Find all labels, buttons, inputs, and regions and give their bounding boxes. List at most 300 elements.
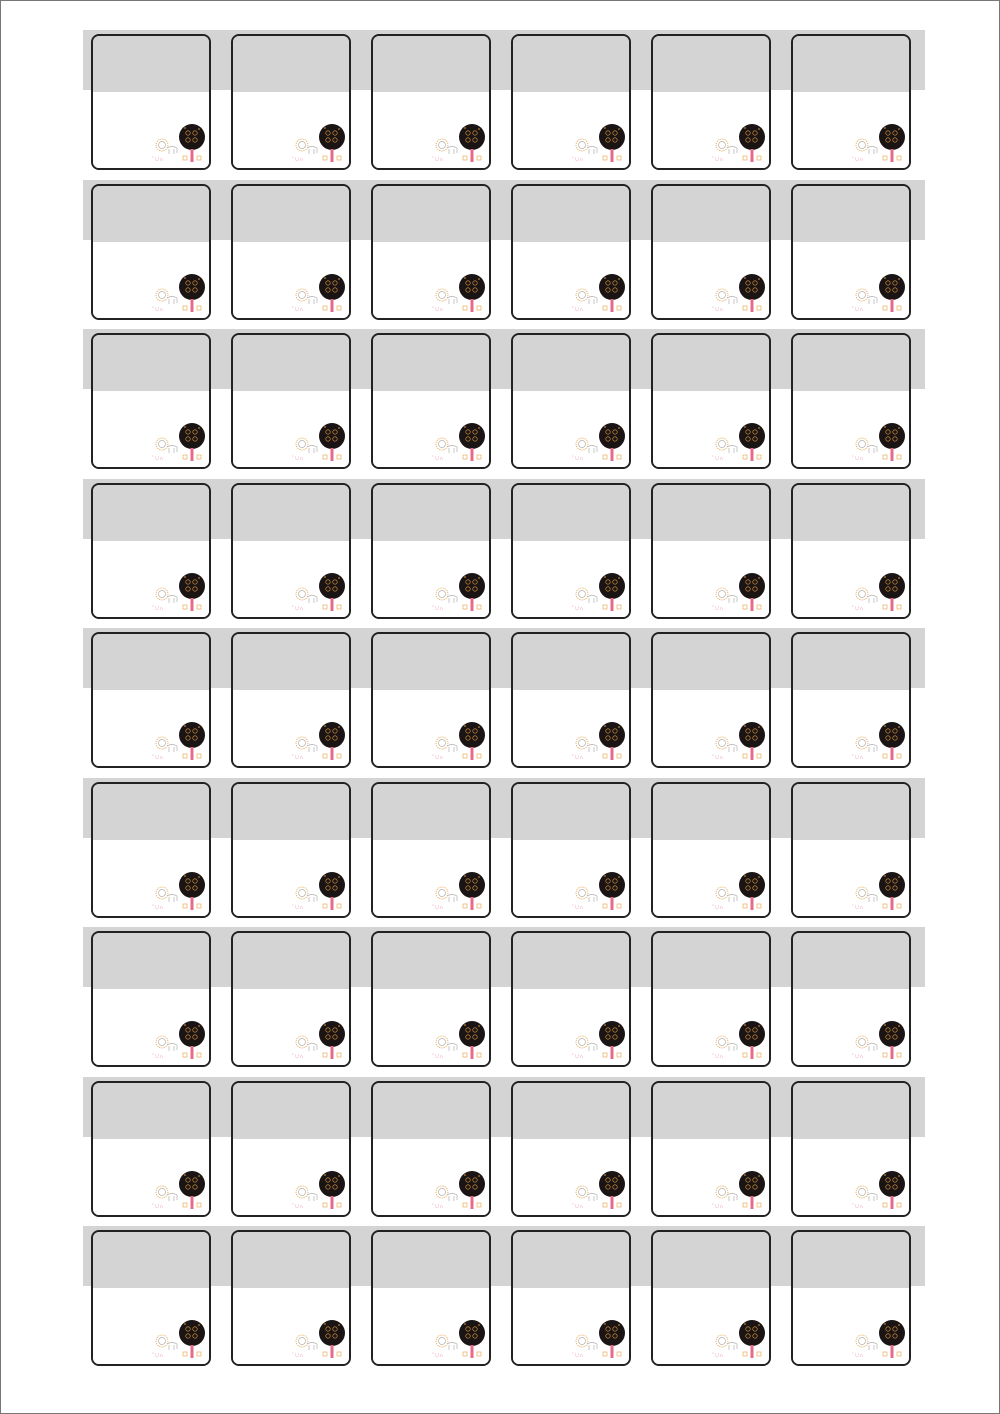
label-cell <box>91 483 211 619</box>
label-cell <box>511 931 631 1067</box>
label-header-area <box>793 485 909 541</box>
lion-icon <box>152 1335 177 1359</box>
tree-icon <box>319 423 345 461</box>
lion-icon <box>432 887 457 911</box>
svg-text:ﾟ∪∩: ﾟ∪∩ <box>852 1353 864 1359</box>
tree-icon <box>599 124 625 162</box>
svg-text:ﾟ∪∩: ﾟ∪∩ <box>572 157 584 163</box>
label-cell <box>511 1230 631 1366</box>
label-cell <box>651 632 771 768</box>
tree-icon <box>319 1171 345 1209</box>
tree-icon <box>599 423 625 461</box>
svg-text:ﾟ∪∩: ﾟ∪∩ <box>712 1353 724 1359</box>
label-header-area <box>233 485 349 541</box>
lion-icon <box>152 588 177 612</box>
tree-icon <box>879 872 905 910</box>
label-cell <box>231 931 351 1067</box>
lion-icon <box>432 737 457 761</box>
tree-icon <box>599 573 625 611</box>
label-cell <box>511 333 631 469</box>
lion-icon <box>152 139 177 163</box>
label-header-area <box>373 36 489 92</box>
label-header-area <box>653 933 769 989</box>
label-cell <box>651 34 771 170</box>
label-cell <box>91 782 211 918</box>
label-logo <box>430 1170 486 1212</box>
tree-icon <box>319 872 345 910</box>
svg-text:ﾟ∪∩: ﾟ∪∩ <box>292 755 304 761</box>
tree-icon <box>879 274 905 312</box>
label-cell <box>791 333 911 469</box>
label-logo <box>710 572 766 614</box>
svg-text:ﾟ∪∩: ﾟ∪∩ <box>712 456 724 462</box>
svg-text:ﾟ∪∩: ﾟ∪∩ <box>712 157 724 163</box>
label-cell <box>231 632 351 768</box>
label-logo <box>850 1170 906 1212</box>
label-cell <box>231 1081 351 1217</box>
label-cell <box>371 931 491 1067</box>
label-header-area <box>233 1232 349 1288</box>
label-header-area <box>373 933 489 989</box>
svg-text:ﾟ∪∩: ﾟ∪∩ <box>572 1204 584 1210</box>
tree-icon <box>879 1021 905 1059</box>
label-logo <box>850 1319 906 1361</box>
label-logo <box>150 422 206 464</box>
tree-icon <box>319 722 345 760</box>
svg-text:ﾟ∪∩: ﾟ∪∩ <box>712 307 724 313</box>
tree-icon <box>459 1021 485 1059</box>
tree-icon <box>879 722 905 760</box>
lion-icon <box>852 588 877 612</box>
svg-text:ﾟ∪∩: ﾟ∪∩ <box>432 606 444 612</box>
label-header-area <box>93 784 209 840</box>
label-cell <box>371 34 491 170</box>
tree-icon <box>879 124 905 162</box>
lion-icon <box>852 438 877 462</box>
lion-icon <box>152 737 177 761</box>
label-logo <box>150 123 206 165</box>
label-logo <box>850 273 906 315</box>
label-cell <box>511 184 631 320</box>
tree-icon <box>319 1320 345 1358</box>
tree-icon <box>599 274 625 312</box>
tree-icon <box>599 1021 625 1059</box>
label-cell <box>791 931 911 1067</box>
svg-text:ﾟ∪∩: ﾟ∪∩ <box>152 905 164 911</box>
tree-icon <box>459 274 485 312</box>
label-cell <box>371 333 491 469</box>
svg-text:ﾟ∪∩: ﾟ∪∩ <box>432 456 444 462</box>
label-header-area <box>373 784 489 840</box>
label-logo <box>850 1020 906 1062</box>
label-header-area <box>653 335 769 391</box>
label-cell <box>91 1230 211 1366</box>
tree-icon <box>319 573 345 611</box>
label-cell <box>651 1081 771 1217</box>
svg-text:ﾟ∪∩: ﾟ∪∩ <box>572 1054 584 1060</box>
svg-text:ﾟ∪∩: ﾟ∪∩ <box>572 1353 584 1359</box>
label-cell <box>371 632 491 768</box>
label-logo <box>290 572 346 614</box>
svg-text:ﾟ∪∩: ﾟ∪∩ <box>152 157 164 163</box>
label-logo <box>150 871 206 913</box>
svg-text:ﾟ∪∩: ﾟ∪∩ <box>432 905 444 911</box>
label-header-area <box>513 335 629 391</box>
lion-icon <box>432 1036 457 1060</box>
svg-text:ﾟ∪∩: ﾟ∪∩ <box>152 307 164 313</box>
label-cell <box>651 333 771 469</box>
label-cell <box>791 632 911 768</box>
lion-icon <box>572 887 597 911</box>
label-logo <box>150 1020 206 1062</box>
tree-icon <box>599 1171 625 1209</box>
label-logo <box>430 871 486 913</box>
lion-icon <box>292 737 317 761</box>
label-cell <box>651 1230 771 1366</box>
svg-text:ﾟ∪∩: ﾟ∪∩ <box>432 307 444 313</box>
lion-icon <box>432 1186 457 1210</box>
label-header-area <box>233 933 349 989</box>
label-cell <box>791 184 911 320</box>
label-cell <box>231 34 351 170</box>
svg-text:ﾟ∪∩: ﾟ∪∩ <box>292 1353 304 1359</box>
label-cell <box>791 782 911 918</box>
label-header-area <box>653 1083 769 1139</box>
label-header-area <box>373 186 489 242</box>
svg-text:ﾟ∪∩: ﾟ∪∩ <box>292 905 304 911</box>
lion-icon <box>712 737 737 761</box>
lion-icon <box>852 887 877 911</box>
tree-icon <box>319 1021 345 1059</box>
label-logo <box>850 871 906 913</box>
label-logo <box>150 1319 206 1361</box>
label-logo <box>710 1170 766 1212</box>
lion-icon <box>712 1036 737 1060</box>
lion-icon <box>152 438 177 462</box>
label-header-area <box>653 784 769 840</box>
label-header-area <box>233 335 349 391</box>
svg-text:ﾟ∪∩: ﾟ∪∩ <box>712 905 724 911</box>
label-logo <box>290 273 346 315</box>
svg-text:ﾟ∪∩: ﾟ∪∩ <box>152 1204 164 1210</box>
tree-icon <box>879 573 905 611</box>
label-cell <box>231 483 351 619</box>
label-cell <box>371 1081 491 1217</box>
label-cell <box>511 1081 631 1217</box>
svg-text:ﾟ∪∩: ﾟ∪∩ <box>292 157 304 163</box>
svg-text:ﾟ∪∩: ﾟ∪∩ <box>152 456 164 462</box>
label-header-area <box>373 335 489 391</box>
label-cell <box>651 184 771 320</box>
label-header-area <box>93 634 209 690</box>
label-logo <box>710 422 766 464</box>
label-cell <box>231 184 351 320</box>
lion-icon <box>152 887 177 911</box>
svg-text:ﾟ∪∩: ﾟ∪∩ <box>432 1054 444 1060</box>
label-header-area <box>653 36 769 92</box>
label-logo <box>570 273 626 315</box>
label-logo <box>430 422 486 464</box>
label-cell <box>371 782 491 918</box>
lion-icon <box>292 1335 317 1359</box>
lion-icon <box>152 289 177 313</box>
lion-icon <box>572 737 597 761</box>
tree-icon <box>179 872 205 910</box>
tree-icon <box>879 1171 905 1209</box>
tree-icon <box>179 1320 205 1358</box>
label-cell <box>651 782 771 918</box>
svg-text:ﾟ∪∩: ﾟ∪∩ <box>852 456 864 462</box>
label-logo <box>430 273 486 315</box>
label-header-area <box>233 36 349 92</box>
lion-icon <box>292 1036 317 1060</box>
svg-text:ﾟ∪∩: ﾟ∪∩ <box>432 1204 444 1210</box>
tree-icon <box>739 124 765 162</box>
lion-icon <box>432 588 457 612</box>
svg-text:ﾟ∪∩: ﾟ∪∩ <box>152 606 164 612</box>
svg-text:ﾟ∪∩: ﾟ∪∩ <box>572 606 584 612</box>
lion-icon <box>432 1335 457 1359</box>
tree-icon <box>459 722 485 760</box>
label-cell <box>91 184 211 320</box>
lion-icon <box>572 1036 597 1060</box>
label-header-area <box>93 186 209 242</box>
svg-text:ﾟ∪∩: ﾟ∪∩ <box>852 1204 864 1210</box>
lion-icon <box>852 289 877 313</box>
label-header-area <box>373 1232 489 1288</box>
lion-icon <box>712 289 737 313</box>
label-cell <box>791 1081 911 1217</box>
label-header-area <box>653 634 769 690</box>
svg-text:ﾟ∪∩: ﾟ∪∩ <box>152 1054 164 1060</box>
label-header-area <box>653 186 769 242</box>
lion-icon <box>152 1186 177 1210</box>
tree-icon <box>739 423 765 461</box>
label-header-area <box>793 186 909 242</box>
svg-text:ﾟ∪∩: ﾟ∪∩ <box>712 606 724 612</box>
lion-icon <box>572 1186 597 1210</box>
svg-text:ﾟ∪∩: ﾟ∪∩ <box>292 307 304 313</box>
label-cell <box>371 184 491 320</box>
label-header-area <box>513 36 629 92</box>
lion-icon <box>292 588 317 612</box>
tree-icon <box>739 872 765 910</box>
tree-icon <box>599 722 625 760</box>
svg-text:ﾟ∪∩: ﾟ∪∩ <box>432 1353 444 1359</box>
label-logo <box>710 1020 766 1062</box>
label-logo <box>290 721 346 763</box>
label-logo <box>150 1170 206 1212</box>
label-header-area <box>793 933 909 989</box>
tree-icon <box>179 274 205 312</box>
label-logo <box>850 721 906 763</box>
svg-text:ﾟ∪∩: ﾟ∪∩ <box>712 1054 724 1060</box>
label-cell <box>231 1230 351 1366</box>
label-logo <box>290 1170 346 1212</box>
label-logo <box>570 1319 626 1361</box>
label-header-area <box>513 485 629 541</box>
svg-text:ﾟ∪∩: ﾟ∪∩ <box>572 307 584 313</box>
label-header-area <box>93 1083 209 1139</box>
label-header-area <box>513 1232 629 1288</box>
label-logo <box>710 1319 766 1361</box>
tree-icon <box>179 722 205 760</box>
tree-icon <box>739 573 765 611</box>
label-header-area <box>93 933 209 989</box>
svg-text:ﾟ∪∩: ﾟ∪∩ <box>432 755 444 761</box>
lion-icon <box>292 289 317 313</box>
svg-text:ﾟ∪∩: ﾟ∪∩ <box>852 606 864 612</box>
label-logo <box>850 572 906 614</box>
tree-icon <box>739 1320 765 1358</box>
svg-text:ﾟ∪∩: ﾟ∪∩ <box>852 1054 864 1060</box>
lion-icon <box>292 1186 317 1210</box>
svg-text:ﾟ∪∩: ﾟ∪∩ <box>152 1353 164 1359</box>
label-header-area <box>93 1232 209 1288</box>
lion-icon <box>292 139 317 163</box>
label-cell <box>91 333 211 469</box>
label-header-area <box>233 634 349 690</box>
label-cell <box>511 34 631 170</box>
svg-text:ﾟ∪∩: ﾟ∪∩ <box>292 606 304 612</box>
label-header-area <box>513 784 629 840</box>
label-header-area <box>793 335 909 391</box>
label-header-area <box>93 485 209 541</box>
label-logo <box>150 721 206 763</box>
lion-icon <box>712 588 737 612</box>
label-header-area <box>793 36 909 92</box>
label-header-area <box>93 335 209 391</box>
tree-icon <box>179 1021 205 1059</box>
label-logo <box>430 572 486 614</box>
label-logo <box>710 871 766 913</box>
label-header-area <box>653 1232 769 1288</box>
label-logo <box>290 1319 346 1361</box>
lion-icon <box>852 737 877 761</box>
label-logo <box>570 572 626 614</box>
lion-icon <box>852 1335 877 1359</box>
svg-text:ﾟ∪∩: ﾟ∪∩ <box>292 456 304 462</box>
label-logo <box>430 1020 486 1062</box>
label-cell <box>791 483 911 619</box>
label-cell <box>371 483 491 619</box>
tree-icon <box>179 423 205 461</box>
label-cell <box>791 34 911 170</box>
label-header-area <box>233 1083 349 1139</box>
tree-icon <box>459 423 485 461</box>
svg-text:ﾟ∪∩: ﾟ∪∩ <box>572 456 584 462</box>
label-header-area <box>373 1083 489 1139</box>
lion-icon <box>292 887 317 911</box>
lion-icon <box>712 139 737 163</box>
label-logo <box>710 123 766 165</box>
lion-icon <box>432 289 457 313</box>
label-logo <box>290 1020 346 1062</box>
svg-text:ﾟ∪∩: ﾟ∪∩ <box>712 755 724 761</box>
label-cell <box>651 483 771 619</box>
tree-icon <box>179 573 205 611</box>
label-header-area <box>93 36 209 92</box>
label-header-area <box>513 186 629 242</box>
label-cell <box>231 333 351 469</box>
svg-text:ﾟ∪∩: ﾟ∪∩ <box>852 905 864 911</box>
lion-icon <box>852 1186 877 1210</box>
label-logo <box>290 123 346 165</box>
label-header-area <box>793 1083 909 1139</box>
tree-icon <box>319 274 345 312</box>
label-header-area <box>513 933 629 989</box>
label-logo <box>430 721 486 763</box>
lion-icon <box>572 1335 597 1359</box>
label-logo <box>710 273 766 315</box>
label-cell <box>371 1230 491 1366</box>
tree-icon <box>459 872 485 910</box>
label-cell <box>91 34 211 170</box>
tree-icon <box>599 1320 625 1358</box>
svg-text:ﾟ∪∩: ﾟ∪∩ <box>292 1054 304 1060</box>
tree-icon <box>879 423 905 461</box>
lion-icon <box>572 588 597 612</box>
svg-text:ﾟ∪∩: ﾟ∪∩ <box>712 1204 724 1210</box>
lion-icon <box>852 1036 877 1060</box>
label-logo <box>570 871 626 913</box>
label-logo <box>710 721 766 763</box>
tree-icon <box>739 1171 765 1209</box>
label-header-area <box>653 485 769 541</box>
label-logo <box>570 422 626 464</box>
label-logo <box>150 273 206 315</box>
lion-icon <box>712 1186 737 1210</box>
tree-icon <box>739 1021 765 1059</box>
label-logo <box>570 1020 626 1062</box>
svg-text:ﾟ∪∩: ﾟ∪∩ <box>152 755 164 761</box>
label-header-area <box>373 485 489 541</box>
label-logo <box>850 422 906 464</box>
label-header-area <box>793 1232 909 1288</box>
svg-text:ﾟ∪∩: ﾟ∪∩ <box>572 755 584 761</box>
tree-icon <box>319 124 345 162</box>
lion-icon <box>432 139 457 163</box>
lion-icon <box>572 139 597 163</box>
svg-text:ﾟ∪∩: ﾟ∪∩ <box>852 307 864 313</box>
label-header-area <box>793 784 909 840</box>
svg-text:ﾟ∪∩: ﾟ∪∩ <box>572 905 584 911</box>
label-cell <box>91 1081 211 1217</box>
label-header-area <box>233 186 349 242</box>
label-logo <box>430 123 486 165</box>
lion-icon <box>432 438 457 462</box>
label-cell <box>91 632 211 768</box>
label-logo <box>290 871 346 913</box>
tree-icon <box>459 573 485 611</box>
lion-icon <box>712 438 737 462</box>
label-cell <box>511 483 631 619</box>
lion-icon <box>572 438 597 462</box>
label-logo <box>430 1319 486 1361</box>
lion-icon <box>152 1036 177 1060</box>
label-cell <box>91 931 211 1067</box>
lion-icon <box>852 139 877 163</box>
tree-icon <box>739 274 765 312</box>
label-header-area <box>233 784 349 840</box>
label-header-area <box>793 634 909 690</box>
label-cell <box>651 931 771 1067</box>
tree-icon <box>459 124 485 162</box>
label-logo <box>150 572 206 614</box>
tree-icon <box>459 1171 485 1209</box>
label-logo <box>570 1170 626 1212</box>
tree-icon <box>879 1320 905 1358</box>
